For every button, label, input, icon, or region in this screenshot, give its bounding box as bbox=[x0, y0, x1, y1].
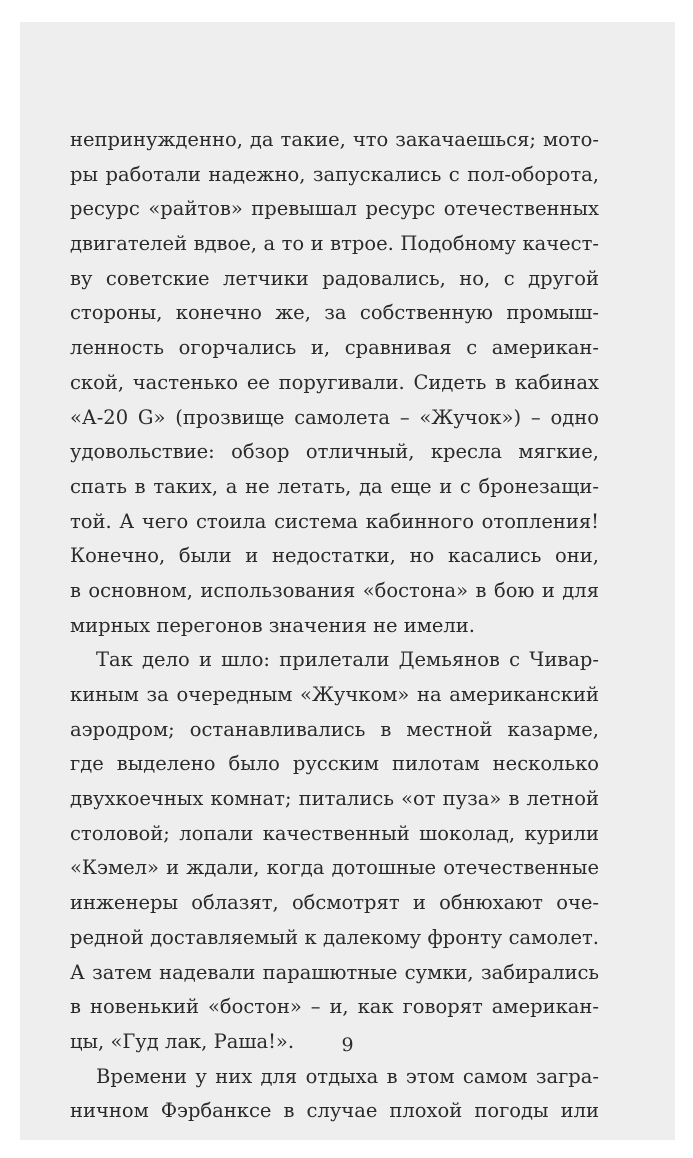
text-line: «Кэмел» и ждали, когда дотошные отечественные bbox=[70, 856, 599, 880]
text-line: где выделено было русским пилотам несколько bbox=[70, 752, 599, 776]
text-line: инженеры облазят, обсмотрят и обнюхают оче- bbox=[70, 891, 599, 915]
text-line: в основном, использования «бостона» в бою и для bbox=[70, 578, 599, 602]
text-line: двухкоечных комнат; питались «от пуза» в летной bbox=[70, 787, 599, 811]
text-line: Так дело и шло: прилетали Демьянов с Чивар- bbox=[96, 648, 599, 672]
body-text bbox=[70, 123, 599, 1129]
text-line: стороны, конечно же, за собственную промыш- bbox=[70, 301, 599, 325]
text-line: столовой; лопали качественный шоколад, курили bbox=[70, 821, 599, 845]
text-line: двигателей вдвое, а то и втрое. Подобному качест- bbox=[70, 232, 599, 256]
text-line: цы, «Гуд лак, Раша!». bbox=[70, 1029, 295, 1053]
text-line: Конечно, были и недостатки, но касались они, bbox=[70, 544, 599, 568]
text-line: ской, частенько ее поругивали. Сидеть в кабинах bbox=[70, 370, 599, 394]
text-line: киным за очередным «Жучком» на американский bbox=[70, 683, 599, 706]
text-line: в новенький «бостон» – и, как говорят американ- bbox=[70, 995, 599, 1019]
text-line: мирных перегонов значения не имели. bbox=[70, 613, 475, 637]
text-line: ничном Фэрбанксе в случае плохой погоды или bbox=[70, 1099, 599, 1123]
text-line: А затем надевали парашютные сумки, забирались bbox=[70, 960, 599, 984]
text-line: ленность огорчались и, сравнивая с американ- bbox=[70, 336, 599, 360]
text-line: спать в таких, а не летать, да еще и с бронезащи- bbox=[70, 474, 599, 498]
text-line: аэродром; останавливались в местной казарме, bbox=[70, 717, 599, 741]
text-line: ры работали надежно, запускались с пол-оборота, bbox=[70, 162, 599, 186]
text-line: той. А чего стоила система кабинного отопления! bbox=[70, 509, 599, 533]
book-page bbox=[20, 22, 675, 1140]
text-line: «А-20 G» (прозвище самолета – «Жучок») – одно bbox=[70, 405, 599, 429]
text-line: Времени у них для отдыха в этом самом загра- bbox=[96, 1064, 599, 1088]
text-line: непринужденно, да такие, что закачаешься; мото- bbox=[70, 128, 599, 151]
text-line: редной доставляемый к далекому фронту самолет. bbox=[70, 925, 599, 949]
text-line: ресурс «райтов» превышал ресурс отечественных bbox=[70, 197, 599, 221]
text-line: удовольствие: обзор отличный, кресла мягкие, bbox=[70, 440, 599, 464]
page-number: 9 bbox=[341, 1034, 354, 1056]
text-line: ву советские летчики радовались, но, с другой bbox=[70, 266, 599, 290]
